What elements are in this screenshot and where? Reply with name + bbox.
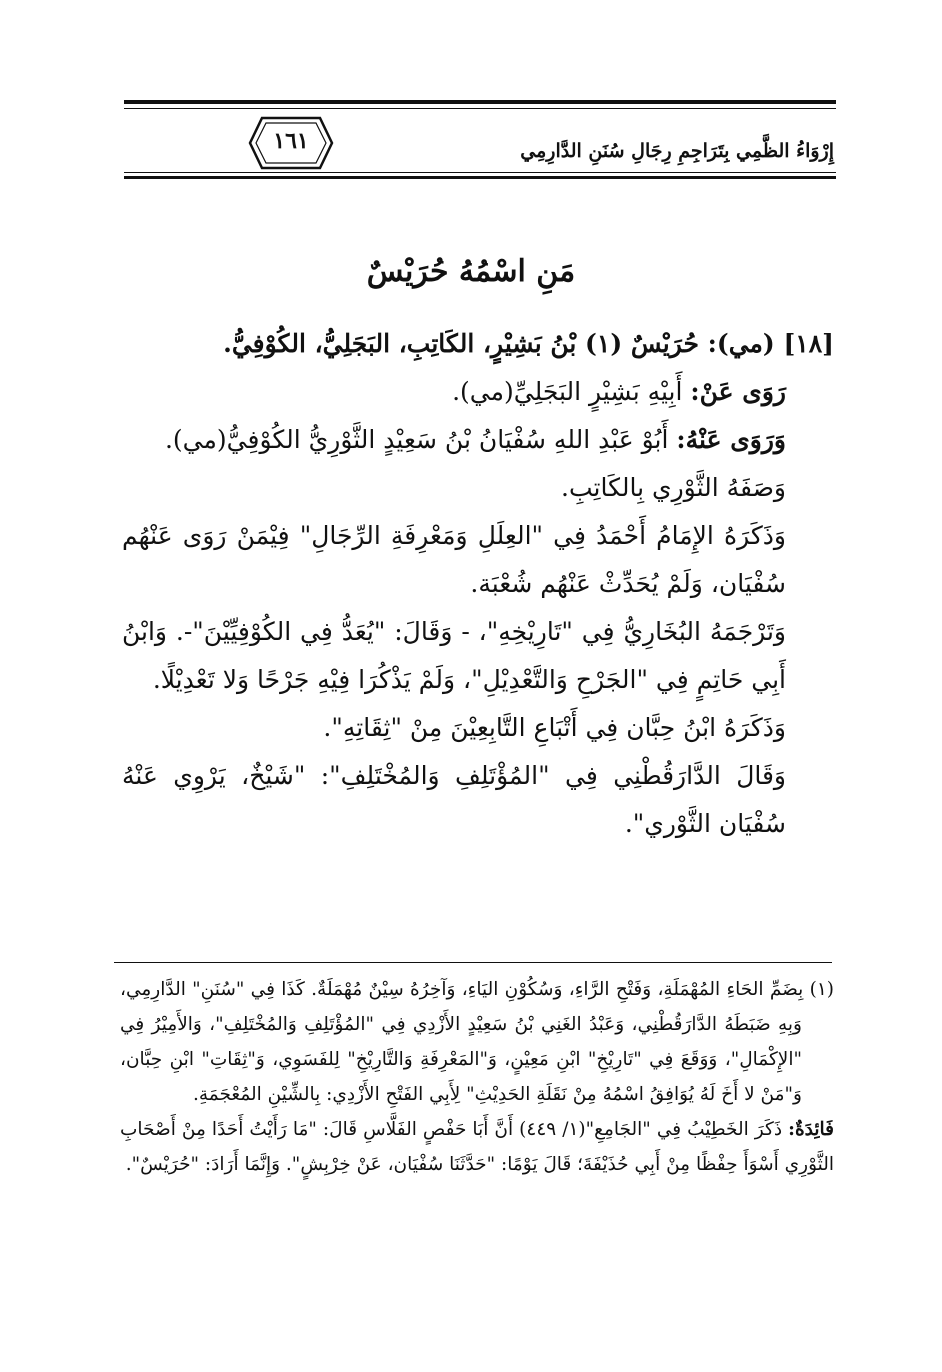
narrated-by-text: أَبُوْ عَبْدِ اللهِ سُفْيَانُ بْنُ سَعِيْدٍ الثَّوْرِيُّ الكُوْفِيُّ(مي). <box>164 425 677 454</box>
body-paragraph: وَصَفَهُ الثَّوْرِي بِالكَاتِبِ. <box>561 473 786 502</box>
benefit-note-text: ذَكَرَ الخَطِيْبُ فِي "الجَامِعِ"(١/ ٤٤٩) أَنَّ أَبَا حَفْصٍ الفَلَّاسِ قَالَ: "مَا رَأَيْتُ أَحَدًا مِنْ أَصْحَابِ الثَّوْرِي أَسْوَأَ حِفْظًا مِنْ أَبِي حُذَيْفَةَ؛ قَالَ يَوْمًا: "حَدَّثَنَا سُفْيَان، عَنْ خِرْبِشٍ". وَإِنَّمَا أَرَادَ: "حُرَيْسٌ". <box>120 1119 834 1175</box>
running-book-title: إِرْوَاءُ الظَّمِي بِتَرَاجِمِ رِجَالِ سُنَنِ الدَّارِمِي <box>520 140 834 162</box>
body-paragraph: وَذَكَرَهُ الإِمَامُ أَحْمَدُ فِي "العِلَلِ وَمَعْرِفَةِ الرِّجَالِ" فِيْمَنْ رَوَى عَنْهُم سُفْيَان، وَلَمْ يُحَدِّثْ عَنْهُم شُعْبَة. <box>122 521 786 598</box>
header-rule-bottom-thick <box>124 176 836 179</box>
footnote-1: (١) بِضَمِّ الحَاءِ المُهْمَلَةِ، وَفَتْحِ الرَّاءِ، وَسُكُوْنِ اليَاءِ، وَآخِرُهُ سِيْنٌ مُهْمَلَةٌ. كَذَا فِي "سُنَنِ" الدَّارِمِي، وَبِهِ ضَبَطَهُ الدَّارَقُطْنِي، وَعَبْدُ الغَنِي بْنُ سَعِيْدٍ الأَزْدِي فِي "المُؤْتَلِفِ وَالمُخْتَلِفِ"، وَالأَمِيْرُ فِي "الإِكْمَالِ"، وَوَقَعَ فِي "تَارِيْخِ" ابْنِ مَعِيْنٍ، وَ"المَعْرِفَةِ وَالتَّارِيْخِ" لِلفَسَوِي، وَ"ثِقَاتِ" ابْنِ حِبَّان، وَ"مَنْ لا أَخَ لَهُ يُوَافِقُ اسْمُهُ مِنْ نَقَلَةِ الحَدِيْثِ" لِأَبِي الفَتْحِ الأَزْدِي: بِالشِّيْنِ المُعْجَمَةِ. <box>120 979 834 1105</box>
page-number-badge <box>248 116 334 170</box>
header-rule-top-thin <box>124 108 836 109</box>
narrated-by-label: وَرَوَى عَنْهُ: <box>676 425 786 454</box>
body-paragraph: وَتَرْجَمَهُ البُخَارِيُّ فِي "تَارِيْخِهِ"، - وَقَالَ: "يُعَدُّ فِي الكُوْفِيِّيْنَ"-. وَابْنُ أَبِي حَاتِمٍ فِي "الجَرْحِ وَالتَّعْدِيْلِ"، وَلَمْ يَذْكُرَا فِيْهِ جَرْحًا وَلا تَعْدِيْلًا. <box>122 617 786 694</box>
narrated-by-line <box>122 416 834 464</box>
page-number: ١٦١ <box>273 128 309 154</box>
narrated-from-label: رَوَى عَنْ: <box>690 377 786 406</box>
narrated-from-text: أَبِيْهِ بَشِيْرٍ البَجَلِيِّ(مي). <box>452 377 691 406</box>
narrated-from-line <box>122 368 834 416</box>
header-rule-top-thick <box>124 100 836 104</box>
footnote-separator <box>114 962 832 963</box>
benefit-note-label: فَائِدَةٌ: <box>788 1119 834 1140</box>
benefit-note <box>120 1112 834 1182</box>
section-title: مَنِ اسْمُهُ حُرَيْسٌ <box>366 254 576 289</box>
body-paragraph: وَقَالَ الدَّارَقُطْنِي فِي "المُؤْتَلِفِ وَالمُخْتَلِفِ": "شَيْخٌ، يَرْوِي عَنْهُ سُفْيَان الثَّوْري". <box>122 761 786 838</box>
entry-heading: [١٨] (مي): حُرَيْسٌ (١) بْنُ بَشِيْرٍ، الكَاتِبِ، البَجَلِيُّ، الكُوْفِيُّ. <box>223 329 834 358</box>
header-rule-bottom-thin <box>124 172 836 173</box>
body-paragraph: وَذَكَرَهُ ابْنُ حِبَّان فِي أَتْبَاعِ التَّابِعِيْنَ مِنْ "ثِقَاتِهِ". <box>323 713 786 742</box>
entry-body <box>122 320 834 848</box>
footnotes <box>120 972 834 1182</box>
